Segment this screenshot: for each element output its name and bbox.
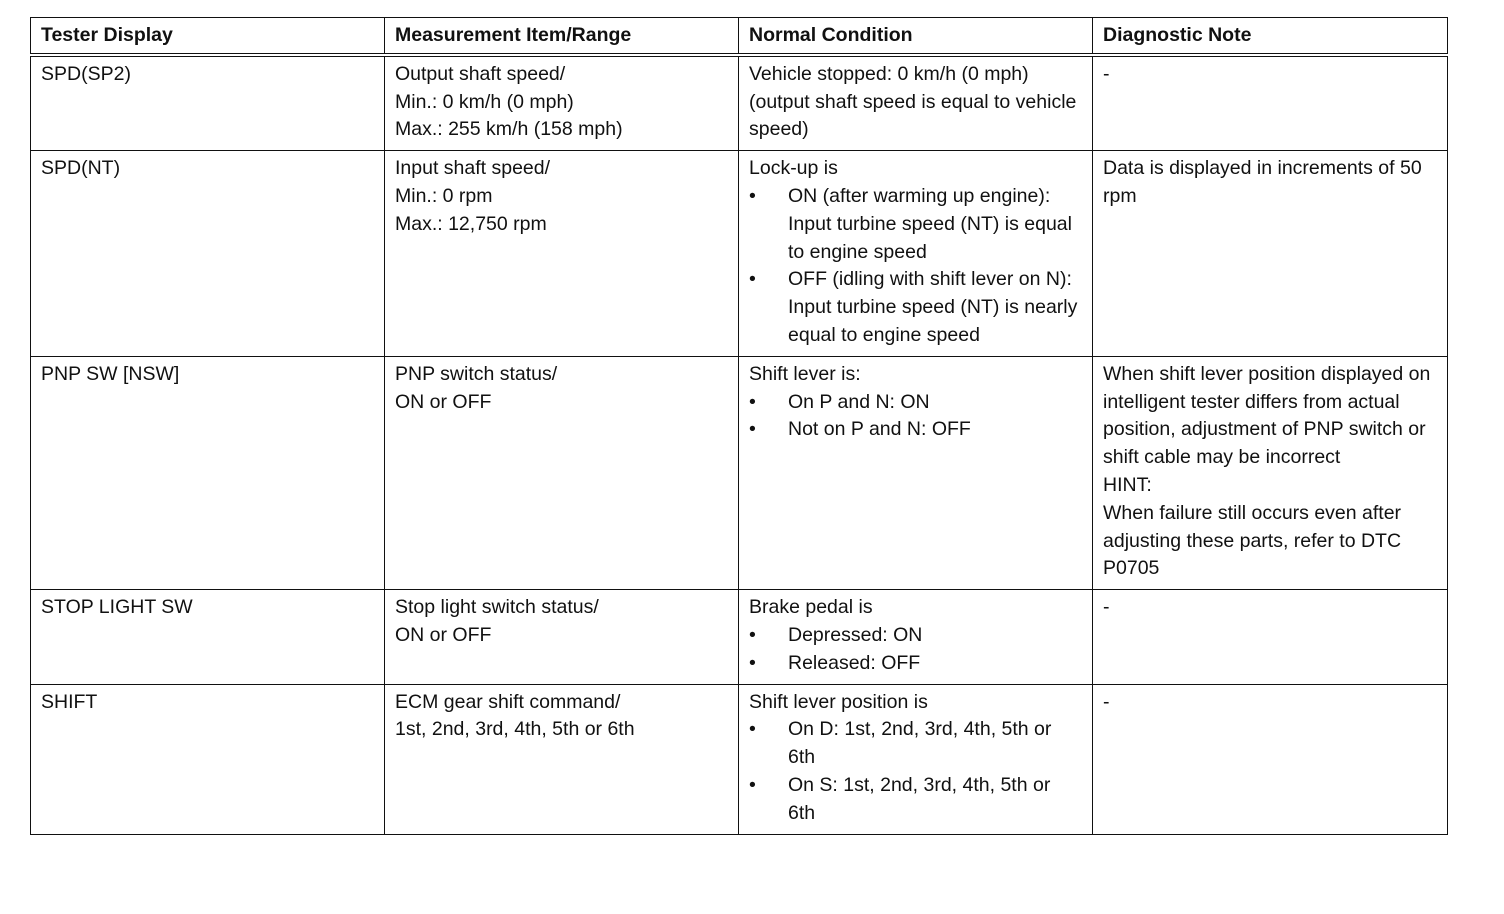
condition-bullet-item: • On D: 1st, 2nd, 3rd, 4th, 5th or 6th: [749, 716, 1082, 772]
measurement-line: ON or OFF: [395, 623, 492, 646]
cell-tester-display: SPD(SP2): [31, 55, 385, 151]
measurement-line: ON or OFF: [395, 390, 492, 413]
header-row: [31, 18, 1448, 55]
condition-bullet-item: • Released: OFF: [749, 650, 1082, 678]
note-line: Data is displayed in increments of 50 rpm: [1103, 157, 1428, 207]
cell-measurement-item-range: [385, 151, 739, 357]
condition-bullet-item: • OFF (idling with shift lever on N): Input turbine speed (NT) is nearly equal to engine speed: [749, 266, 1082, 349]
note-line: HINT:: [1103, 473, 1152, 496]
measurement-line: Max.: 255 km/h (158 mph): [395, 118, 623, 141]
table-body: [31, 55, 1448, 834]
cell-tester-display: PNP SW [NSW]: [31, 356, 385, 589]
table-row: [31, 356, 1448, 589]
condition-bullet-list: [749, 622, 1082, 678]
table-row: [31, 151, 1448, 357]
cell-diagnostic-note: [1093, 356, 1448, 589]
cell-measurement-item-range: [385, 684, 739, 834]
table-row: [31, 684, 1448, 834]
header-normal-condition: Normal Condition: [739, 18, 1093, 55]
data-list-table: [30, 17, 1448, 835]
condition-intro: Lock-up is: [749, 157, 838, 180]
condition-intro: Vehicle stopped: 0 km/h (0 mph) (output shaft speed is equal to vehicle speed): [749, 62, 1082, 141]
condition-intro: Brake pedal is: [749, 596, 873, 619]
condition-bullet-item: • Not on P and N: OFF: [749, 416, 1082, 444]
condition-intro: Shift lever is:: [749, 362, 861, 385]
condition-bullet-list: [749, 389, 1082, 445]
measurement-line: Min.: 0 rpm: [395, 184, 493, 207]
note-line: When shift lever position displayed on intelligent tester differs from actual position, adjustment of PNP switch or shift cable may be incorrect: [1103, 362, 1436, 469]
measurement-line: Output shaft speed/: [395, 62, 566, 85]
cell-measurement-item-range: [385, 356, 739, 589]
header-diagnostic-note: Diagnostic Note: [1093, 18, 1448, 55]
note-line: -: [1103, 596, 1110, 619]
header-measurement-item-range: Measurement Item/Range: [385, 18, 739, 55]
cell-normal-condition: [739, 151, 1093, 357]
table-header: [31, 18, 1448, 55]
header-tester-display: Tester Display: [31, 18, 385, 55]
note-line: -: [1103, 690, 1110, 713]
cell-diagnostic-note: [1093, 151, 1448, 357]
cell-diagnostic-note: [1093, 590, 1448, 684]
measurement-line: ECM gear shift command/: [395, 690, 621, 713]
measurement-line: Input shaft speed/: [395, 157, 551, 180]
condition-intro: Shift lever position is: [749, 690, 928, 713]
condition-bullet-list: [749, 716, 1082, 827]
condition-bullet-item: • ON (after warming up engine): Input turbine speed (NT) is equal to engine speed: [749, 183, 1082, 266]
measurement-line: Max.: 12,750 rpm: [395, 212, 547, 235]
cell-tester-display: SHIFT: [31, 684, 385, 834]
table-row: [31, 55, 1448, 151]
condition-bullet-item: • On S: 1st, 2nd, 3rd, 4th, 5th or 6th: [749, 772, 1082, 828]
cell-normal-condition: [739, 684, 1093, 834]
condition-bullet-item: • Depressed: ON: [749, 622, 1082, 650]
cell-normal-condition: [739, 590, 1093, 684]
cell-diagnostic-note: [1093, 55, 1448, 151]
note-line: -: [1103, 62, 1110, 85]
cell-measurement-item-range: [385, 590, 739, 684]
measurement-line: Min.: 0 km/h (0 mph): [395, 90, 574, 113]
cell-tester-display: STOP LIGHT SW: [31, 590, 385, 684]
measurement-line: 1st, 2nd, 3rd, 4th, 5th or 6th: [395, 718, 635, 741]
condition-bullet-item: • On P and N: ON: [749, 389, 1082, 417]
cell-measurement-item-range: [385, 55, 739, 151]
cell-normal-condition: [739, 356, 1093, 589]
cell-tester-display: SPD(NT): [31, 151, 385, 357]
cell-diagnostic-note: [1093, 684, 1448, 834]
condition-bullet-list: [749, 183, 1082, 350]
measurement-line: Stop light switch status/: [395, 596, 599, 619]
note-line: When failure still occurs even after adjusting these parts, refer to DTC P0705: [1103, 501, 1407, 580]
cell-normal-condition: [739, 55, 1093, 151]
table-row: [31, 590, 1448, 684]
measurement-line: PNP switch status/: [395, 362, 558, 385]
